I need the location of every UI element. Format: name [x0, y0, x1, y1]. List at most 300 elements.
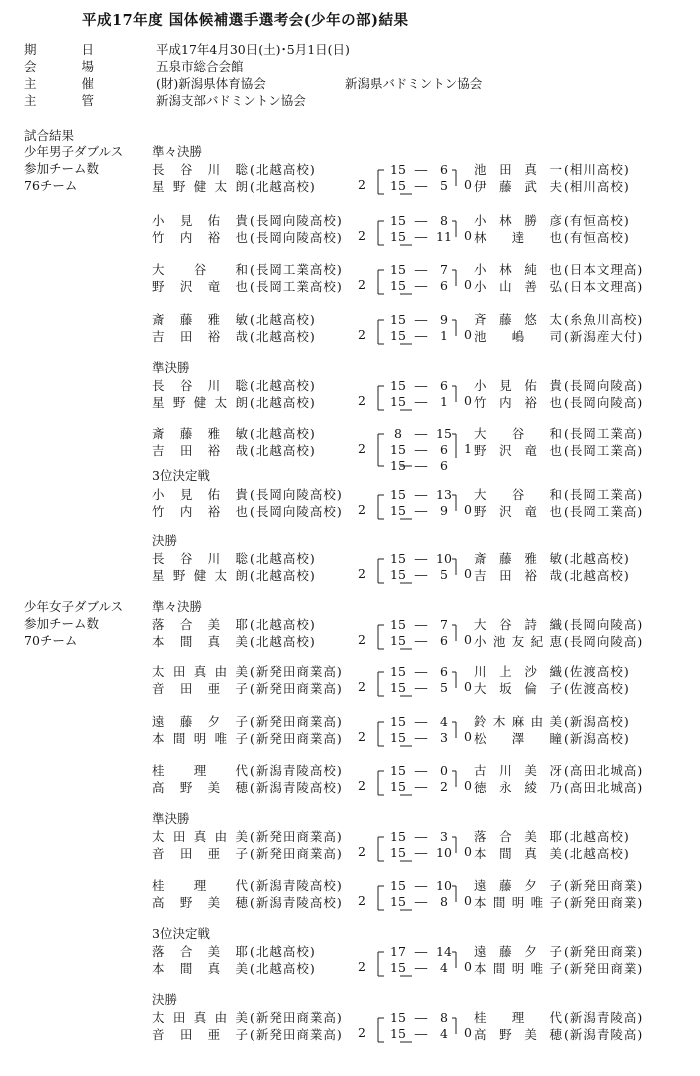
score-bracket	[0, 487, 700, 537]
score-bracket	[0, 213, 700, 263]
score-dash: ―	[414, 729, 428, 745]
player-school: (長岡向陵高)	[564, 394, 644, 410]
score-bracket	[0, 714, 700, 764]
right-games-won: 0	[464, 893, 472, 908]
player-school: (北越高校)	[250, 161, 316, 177]
game-score-right: 9	[440, 311, 448, 327]
round-heading: 準決勝	[152, 811, 190, 826]
player-school: (北越高校)	[250, 616, 316, 632]
score-dash: ―	[414, 457, 428, 473]
player-school: (新潟青陵高)	[564, 1009, 644, 1025]
player-name: 落合美耶	[152, 616, 248, 632]
game-score-right: 4	[440, 959, 448, 975]
left-games-won: 2	[358, 844, 366, 859]
player-name: 野沢竜也	[152, 278, 248, 294]
score-dash: ―	[414, 713, 428, 729]
player-name: 小林勝彦	[474, 212, 562, 228]
score-bracket	[0, 1010, 700, 1060]
player-name: 本間明唯子	[152, 730, 248, 746]
game-score-right: 10	[436, 844, 452, 860]
score-dash: ―	[414, 228, 428, 244]
player-name: 落合美耶	[152, 943, 248, 959]
info-value: (財)新潟県体育協会	[156, 76, 266, 91]
player-school: (新潟青陵高校)	[250, 894, 343, 910]
player-school: (新発田商業高)	[250, 730, 343, 746]
game-score-left: 15	[390, 679, 406, 695]
player-school: (佐渡高校)	[564, 680, 630, 696]
player-school: (新潟高校)	[564, 713, 630, 729]
score-dash: ―	[414, 663, 428, 679]
round-heading: 決勝	[152, 992, 178, 1007]
player-name: 徳永綾乃	[474, 779, 562, 795]
player-school: (北越高校)	[250, 328, 316, 344]
round-heading: 準々決勝	[152, 144, 203, 159]
game-score-right: 13	[436, 486, 452, 502]
player-name: 野沢竜也	[474, 442, 562, 458]
player-school: (長岡工業高校)	[250, 278, 343, 294]
game-score-left: 15	[390, 1025, 406, 1041]
left-games-won: 2	[358, 502, 366, 517]
score-dash: ―	[414, 959, 428, 975]
score-dash: ―	[414, 425, 428, 441]
game-score-right: 10	[436, 550, 452, 566]
game-score-left: 15	[390, 844, 406, 860]
right-games-won: 1	[464, 441, 472, 456]
info-value: 五泉市総合会館	[156, 59, 244, 74]
player-school: (北越高校)	[250, 943, 316, 959]
score-dash: ―	[414, 327, 428, 343]
score-dash: ―	[414, 778, 428, 794]
player-school: (新潟産大付)	[564, 328, 644, 344]
player-school: (新発田商業高)	[250, 1026, 343, 1042]
score-dash: ―	[414, 377, 428, 393]
score-bracket	[0, 378, 700, 428]
game-score-left: 15	[390, 441, 406, 457]
right-games-won: 0	[464, 502, 472, 517]
info-label-char: 催	[81, 76, 94, 91]
player-name: 小山善弘	[474, 278, 562, 294]
player-name: 本間真美	[474, 845, 562, 861]
game-score-right: 6	[440, 457, 448, 473]
score-bracket	[0, 829, 700, 879]
player-school: (長岡向陵高校)	[250, 212, 343, 228]
match	[0, 487, 700, 537]
player-school: (北越高校)	[564, 550, 630, 566]
player-name: 太田真由美	[152, 663, 248, 679]
info-label	[24, 44, 94, 57]
player-name: 池田真一	[474, 161, 562, 177]
game-score-left: 15	[390, 713, 406, 729]
player-name: 小見佑貴	[474, 377, 562, 393]
game-score-left: 15	[390, 828, 406, 844]
score-dash: ―	[414, 943, 428, 959]
match	[0, 378, 700, 428]
player-name: 伊藤武夫	[474, 178, 562, 194]
player-school: (新発田商業高)	[250, 713, 343, 729]
game-score-right: 8	[440, 1009, 448, 1025]
score-bracket	[0, 878, 700, 928]
game-score-right: 0	[440, 762, 448, 778]
player-school: (北越高校)	[564, 567, 630, 583]
score-dash: ―	[414, 502, 428, 518]
match	[0, 262, 700, 312]
left-games-won: 2	[358, 177, 366, 192]
player-name: 本間明唯子	[474, 894, 562, 910]
player-name: 川上沙織	[474, 663, 562, 679]
game-score-left: 15	[390, 327, 406, 343]
player-name: 吉田裕哉	[152, 442, 248, 458]
player-name: 小見佑貴	[152, 486, 248, 502]
game-score-right: 6	[440, 377, 448, 393]
game-score-left: 15	[390, 877, 406, 893]
info-label-char: 日	[81, 42, 94, 57]
player-school: (北越高校)	[564, 828, 630, 844]
game-score-left: 15	[390, 161, 406, 177]
game-score-left: 15	[390, 457, 406, 473]
game-score-left: 15	[390, 277, 406, 293]
player-name: 長谷川聡	[152, 550, 248, 566]
player-school: (北越高校)	[250, 442, 316, 458]
game-score-left: 15	[390, 893, 406, 909]
game-score-left: 15	[390, 663, 406, 679]
player-school: (有恒高校)	[564, 229, 630, 245]
match	[0, 714, 700, 764]
game-score-left: 15	[390, 228, 406, 244]
player-name: 斎藤雅敏	[474, 550, 562, 566]
left-games-won: 2	[358, 566, 366, 581]
player-name: 竹内裕也	[152, 503, 248, 519]
left-games-won: 2	[358, 778, 366, 793]
player-name: 大谷和	[152, 261, 248, 277]
score-bracket	[0, 664, 700, 714]
match	[0, 763, 700, 813]
info-value: 平成17年4月30日(土)･5月1日(日)	[156, 42, 350, 57]
game-score-right: 2	[440, 778, 448, 794]
game-score-right: 1	[440, 393, 448, 409]
match	[0, 664, 700, 714]
player-name: 高野美穂	[152, 894, 248, 910]
player-name: 星野健太朗	[152, 567, 248, 583]
player-name: 斎藤雅敏	[152, 311, 248, 327]
player-name: 本間明唯子	[474, 960, 562, 976]
player-school: (新発田商業)	[564, 877, 644, 893]
info-label	[24, 78, 94, 91]
score-bracket	[0, 312, 700, 362]
score-dash: ―	[414, 828, 428, 844]
player-name: 斎藤雅敏	[152, 425, 248, 441]
game-score-right: 6	[440, 663, 448, 679]
document-title: 平成17年度 国体候補選手選考会(少年の部)結果	[82, 12, 409, 29]
player-school: (長岡向陵高校)	[250, 229, 343, 245]
score-dash: ―	[414, 393, 428, 409]
score-dash: ―	[414, 566, 428, 582]
score-dash: ―	[414, 616, 428, 632]
player-school: (日本文理高)	[564, 261, 644, 277]
game-score-left: 15	[390, 616, 406, 632]
score-dash: ―	[414, 632, 428, 648]
round-heading: 3位決定戦	[152, 468, 210, 483]
game-score-left: 15	[390, 261, 406, 277]
round-heading: 決勝	[152, 533, 178, 548]
right-games-won: 0	[464, 632, 472, 647]
category-label: 参加チーム数	[24, 161, 100, 176]
player-name: 吉田裕哉	[474, 567, 562, 583]
game-score-right: 14	[436, 943, 452, 959]
player-school: (長岡工業高)	[564, 425, 644, 441]
player-school: (新発田商業高)	[250, 828, 343, 844]
score-dash: ―	[414, 161, 428, 177]
score-dash: ―	[414, 277, 428, 293]
game-score-right: 15	[436, 425, 452, 441]
player-name: 音田亜子	[152, 680, 248, 696]
game-score-right: 8	[440, 893, 448, 909]
game-score-left: 17	[390, 943, 406, 959]
game-score-right: 5	[440, 177, 448, 193]
player-school: (北越高校)	[250, 311, 316, 327]
player-school: (新発田商業)	[564, 960, 644, 976]
player-name: 大坂倫子	[474, 680, 562, 696]
right-games-won: 0	[464, 177, 472, 192]
player-school: (新発田商業)	[564, 894, 644, 910]
player-school: (高田北城高)	[564, 762, 644, 778]
info-label	[24, 95, 94, 108]
player-name: 遠藤夕子	[152, 713, 248, 729]
player-school: (長岡向陵高)	[564, 633, 644, 649]
player-name: 高野美穂	[152, 779, 248, 795]
player-school: (新潟青陵高校)	[250, 877, 343, 893]
score-dash: ―	[414, 486, 428, 502]
player-name: 松澤瞳	[474, 730, 562, 746]
player-name: 池嶋司	[474, 328, 562, 344]
right-games-won: 0	[464, 1025, 472, 1040]
game-score-left: 15	[390, 778, 406, 794]
player-name: 本間真美	[152, 960, 248, 976]
info-label-char: 期	[24, 42, 37, 57]
results-heading: 試合結果	[24, 128, 75, 143]
info-label-char: 主	[24, 76, 37, 91]
info-label-char: 会	[24, 59, 37, 74]
score-dash: ―	[414, 679, 428, 695]
right-games-won: 0	[464, 327, 472, 342]
game-score-right: 3	[440, 729, 448, 745]
player-name: 古川美冴	[474, 762, 562, 778]
info-label-char: 主	[24, 93, 37, 108]
player-name: 遠藤夕子	[474, 943, 562, 959]
round-heading: 準々決勝	[152, 599, 203, 614]
player-name: 竹内裕也	[474, 394, 562, 410]
left-games-won: 2	[358, 893, 366, 908]
player-school: (新潟青陵高校)	[250, 762, 343, 778]
game-score-right: 8	[440, 212, 448, 228]
game-score-right: 11	[436, 228, 452, 244]
player-school: (長岡向陵高校)	[250, 486, 343, 502]
player-school: (新発田商業)	[564, 943, 644, 959]
score-dash: ―	[414, 261, 428, 277]
player-name: 音田亜子	[152, 1026, 248, 1042]
info-label	[24, 61, 94, 74]
player-school: (北越高校)	[250, 550, 316, 566]
player-school: (日本文理高)	[564, 278, 644, 294]
match	[0, 162, 700, 212]
game-score-left: 15	[390, 502, 406, 518]
right-games-won: 0	[464, 566, 472, 581]
game-score-right: 5	[440, 566, 448, 582]
player-name: 小見佑貴	[152, 212, 248, 228]
match	[0, 312, 700, 362]
score-dash: ―	[414, 212, 428, 228]
player-school: (新潟青陵高校)	[250, 779, 343, 795]
game-score-left: 15	[390, 959, 406, 975]
game-score-right: 9	[440, 502, 448, 518]
player-name: 音田亜子	[152, 845, 248, 861]
player-name: 長谷川聡	[152, 377, 248, 393]
player-name: 鈴木麻由美	[474, 713, 562, 729]
info-label-char: 管	[81, 93, 94, 108]
player-name: 野沢竜也	[474, 503, 562, 519]
player-name: 太田真由美	[152, 1009, 248, 1025]
left-games-won: 2	[358, 729, 366, 744]
score-bracket	[0, 617, 700, 667]
player-school: (長岡工業高)	[564, 442, 644, 458]
player-name: 太田真由美	[152, 828, 248, 844]
info-value-secondary: 新潟県バドミントン協会	[345, 76, 483, 91]
player-name: 星野健太朗	[152, 178, 248, 194]
game-score-left: 15	[390, 550, 406, 566]
right-games-won: 0	[464, 277, 472, 292]
score-bracket	[0, 262, 700, 312]
right-games-won: 0	[464, 844, 472, 859]
game-score-left: 15	[390, 729, 406, 745]
info-value: 新潟支部バドミントン協会	[156, 93, 306, 108]
round-heading: 準決勝	[152, 360, 190, 375]
match	[0, 426, 700, 476]
player-name: 吉田裕哉	[152, 328, 248, 344]
player-name: 大谷和	[474, 425, 562, 441]
score-dash: ―	[414, 177, 428, 193]
game-score-left: 15	[390, 311, 406, 327]
match	[0, 829, 700, 879]
player-school: (北越高校)	[250, 377, 316, 393]
player-name: 小林純也	[474, 261, 562, 277]
game-score-left: 15	[390, 212, 406, 228]
player-name: 林達也	[474, 229, 562, 245]
player-school: (北越高校)	[250, 394, 316, 410]
game-score-right: 4	[440, 1025, 448, 1041]
category-label: 少年男子ダブルス	[24, 144, 124, 159]
player-school: (長岡工業高)	[564, 486, 644, 502]
game-score-right: 10	[436, 877, 452, 893]
left-games-won: 2	[358, 228, 366, 243]
player-name: 小池友紀恵	[474, 633, 562, 649]
game-score-right: 7	[440, 616, 448, 632]
category-label: 70チーム	[24, 633, 78, 648]
player-school: (長岡向陵高)	[564, 377, 644, 393]
left-games-won: 2	[358, 393, 366, 408]
player-school: (長岡向陵高校)	[250, 503, 343, 519]
player-name: 桂理代	[474, 1009, 562, 1025]
player-school: (有恒高校)	[564, 212, 630, 228]
game-score-left: 15	[390, 177, 406, 193]
right-games-won: 0	[464, 393, 472, 408]
game-score-right: 7	[440, 261, 448, 277]
game-score-right: 6	[440, 161, 448, 177]
player-school: (新発田商業高)	[250, 663, 343, 679]
player-school: (新発田商業高)	[250, 845, 343, 861]
player-school: (新発田商業高)	[250, 1009, 343, 1025]
score-bracket	[0, 426, 700, 476]
match	[0, 551, 700, 601]
player-name: 高野美穂	[474, 1026, 562, 1042]
player-school: (新潟高校)	[564, 730, 630, 746]
score-dash: ―	[414, 762, 428, 778]
player-school: (北越高校)	[564, 845, 630, 861]
player-school: (新潟青陵高)	[564, 1026, 644, 1042]
game-score-right: 1	[440, 327, 448, 343]
player-name: 本間真美	[152, 633, 248, 649]
score-dash: ―	[414, 441, 428, 457]
category-label: 76チーム	[24, 178, 78, 193]
player-school: (新発田商業高)	[250, 680, 343, 696]
info-label-char: 場	[81, 59, 94, 74]
match	[0, 944, 700, 994]
player-school: (北越高校)	[250, 178, 316, 194]
round-heading: 3位決定戦	[152, 926, 210, 941]
player-school: (北越高校)	[250, 425, 316, 441]
match	[0, 878, 700, 928]
score-dash: ―	[414, 893, 428, 909]
score-dash: ―	[414, 1009, 428, 1025]
left-games-won: 2	[358, 632, 366, 647]
game-score-right: 3	[440, 828, 448, 844]
game-score-right: 4	[440, 713, 448, 729]
right-games-won: 0	[464, 959, 472, 974]
game-score-right: 5	[440, 679, 448, 695]
game-score-right: 6	[440, 632, 448, 648]
category-label: 少年女子ダブルス	[24, 599, 124, 614]
left-games-won: 2	[358, 679, 366, 694]
player-name: 大谷和	[474, 486, 562, 502]
score-bracket	[0, 763, 700, 813]
right-games-won: 0	[464, 679, 472, 694]
player-name: 大谷詩織	[474, 616, 562, 632]
player-school: (相川高校)	[564, 161, 630, 177]
score-dash: ―	[414, 844, 428, 860]
score-dash: ―	[414, 311, 428, 327]
game-score-left: 15	[390, 632, 406, 648]
player-name: 桂理代	[152, 877, 248, 893]
player-school: (北越高校)	[250, 567, 316, 583]
game-score-left: 15	[390, 486, 406, 502]
game-score-right: 6	[440, 441, 448, 457]
player-school: (北越高校)	[250, 633, 316, 649]
left-games-won: 2	[358, 277, 366, 292]
right-games-won: 0	[464, 228, 472, 243]
score-dash: ―	[414, 1025, 428, 1041]
left-games-won: 2	[358, 1025, 366, 1040]
game-score-left: 15	[390, 1009, 406, 1025]
category-label: 参加チーム数	[24, 616, 100, 631]
player-school: (長岡工業高)	[564, 503, 644, 519]
player-school: (佐渡高校)	[564, 663, 630, 679]
left-games-won: 2	[358, 327, 366, 342]
score-bracket	[0, 162, 700, 212]
player-school: (長岡向陵高)	[564, 616, 644, 632]
player-school: (北越高校)	[250, 960, 316, 976]
player-name: 長谷川聡	[152, 161, 248, 177]
game-score-left: 15	[390, 566, 406, 582]
player-name: 星野健太朗	[152, 394, 248, 410]
match	[0, 1010, 700, 1060]
